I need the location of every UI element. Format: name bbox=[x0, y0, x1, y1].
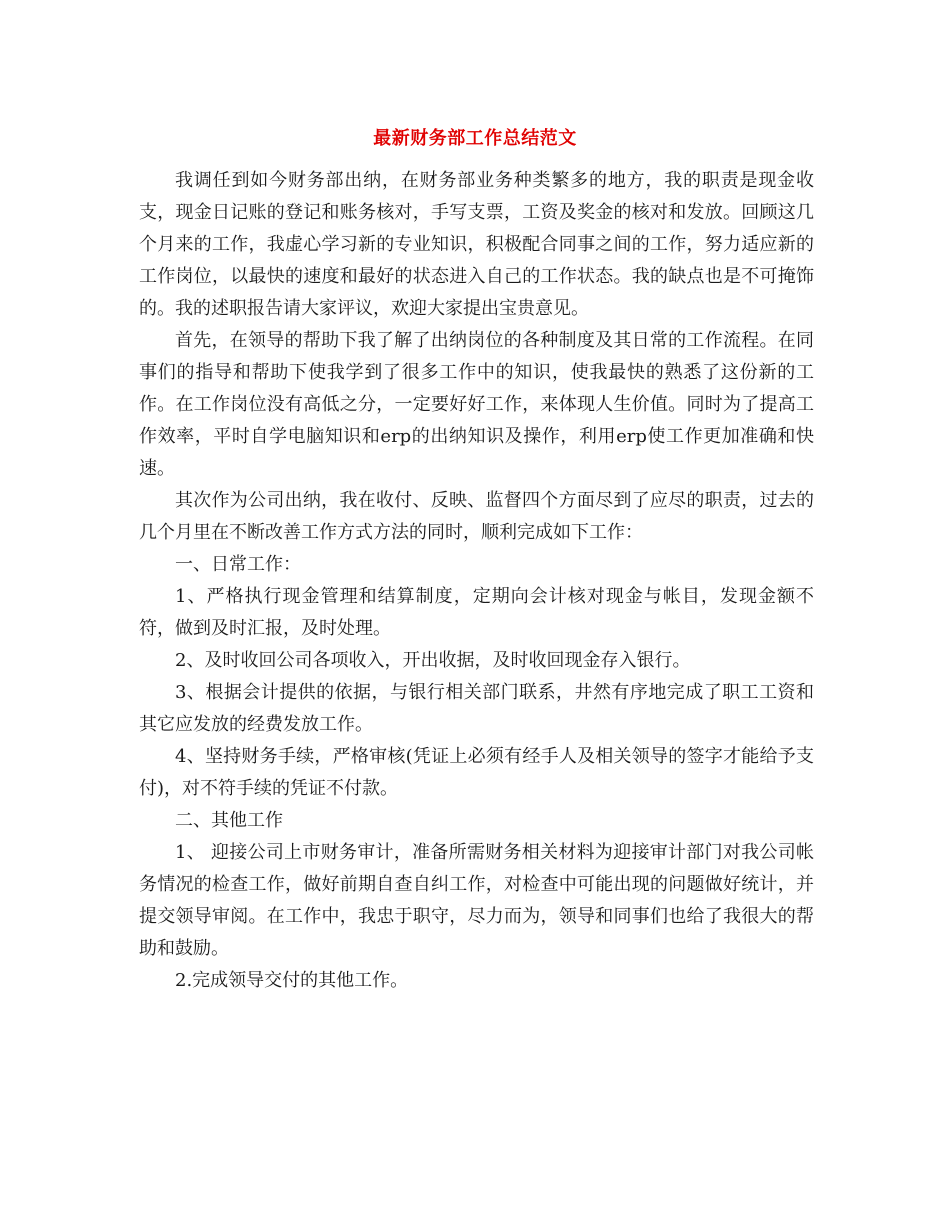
section-heading: 二、其他工作 bbox=[175, 810, 283, 831]
section-heading: 一、日常工作： bbox=[175, 554, 301, 575]
paragraph: 其次作为公司出纳，我在收付、反映、监督四个方面尽到了应尽的职责，过去的几个月里在不断改善工作方式方法的同时，顺利完成如下工作： bbox=[139, 490, 814, 543]
list-item: 4、坚持财务手续，严格审核(凭证上必须有经手人及相关领导的签字才能给予支付)，对不符手续的凭证不付款。 bbox=[139, 746, 814, 799]
list-item: 1、严格执行现金管理和结算制度，定期向会计核对现金与帐目，发现金额不符，做到及时汇报，及时处理。 bbox=[139, 586, 814, 639]
paragraph: 我调任到如今财务部出纳，在财务部业务种类繁多的地方，我的职责是现金收支，现金日记账的登记和账务核对，手写支票，工资及奖金的核对和发放。回顾这几个月来的工作，我虚心学习新的专业知识，积极配合同事之间的工作，努力适应新的工作岗位，以最快的速度和最好的状态进入自己的工作状态。我的缺点也是不可掩饰的。我的述职报告请大家评议，欢迎大家提出宝贵意见。 bbox=[139, 170, 814, 319]
document-body bbox=[139, 165, 814, 997]
list-item: 2、及时收回公司各项收入，开出收据，及时收回现金存入银行。 bbox=[175, 650, 691, 671]
paragraph: 首先，在领导的帮助下我了解了出纳岗位的各种制度及其日常的工作流程。在同事们的指导和帮助下使我学到了很多工作中的知识，使我最快的熟悉了这份新的工作。在工作岗位没有高低之分，一定要好好工作，来体现人生价值。同时为了提高工作效率，平时自学电脑知识和erp的出纳知识及操作，利用erp使工作更加准确和快速。 bbox=[139, 330, 814, 479]
list-item: 1、 迎接公司上市财务审计，准备所需财务相关材料为迎接审计部门对我公司帐务情况的检查工作，做好前期自查自纠工作，对检查中可能出现的问题做好统计，并提交领导审阅。在工作中，我忠于职守，尽力而为，领导和同事们也给了我很大的帮助和鼓励。 bbox=[139, 842, 814, 959]
list-item: 2.完成领导交付的其他工作。 bbox=[175, 970, 409, 991]
list-item: 3、根据会计提供的依据，与银行相关部门联系，井然有序地完成了职工工资和其它应发放的经费发放工作。 bbox=[139, 682, 814, 735]
document-title: 最新财务部工作总结范文 bbox=[373, 128, 577, 149]
